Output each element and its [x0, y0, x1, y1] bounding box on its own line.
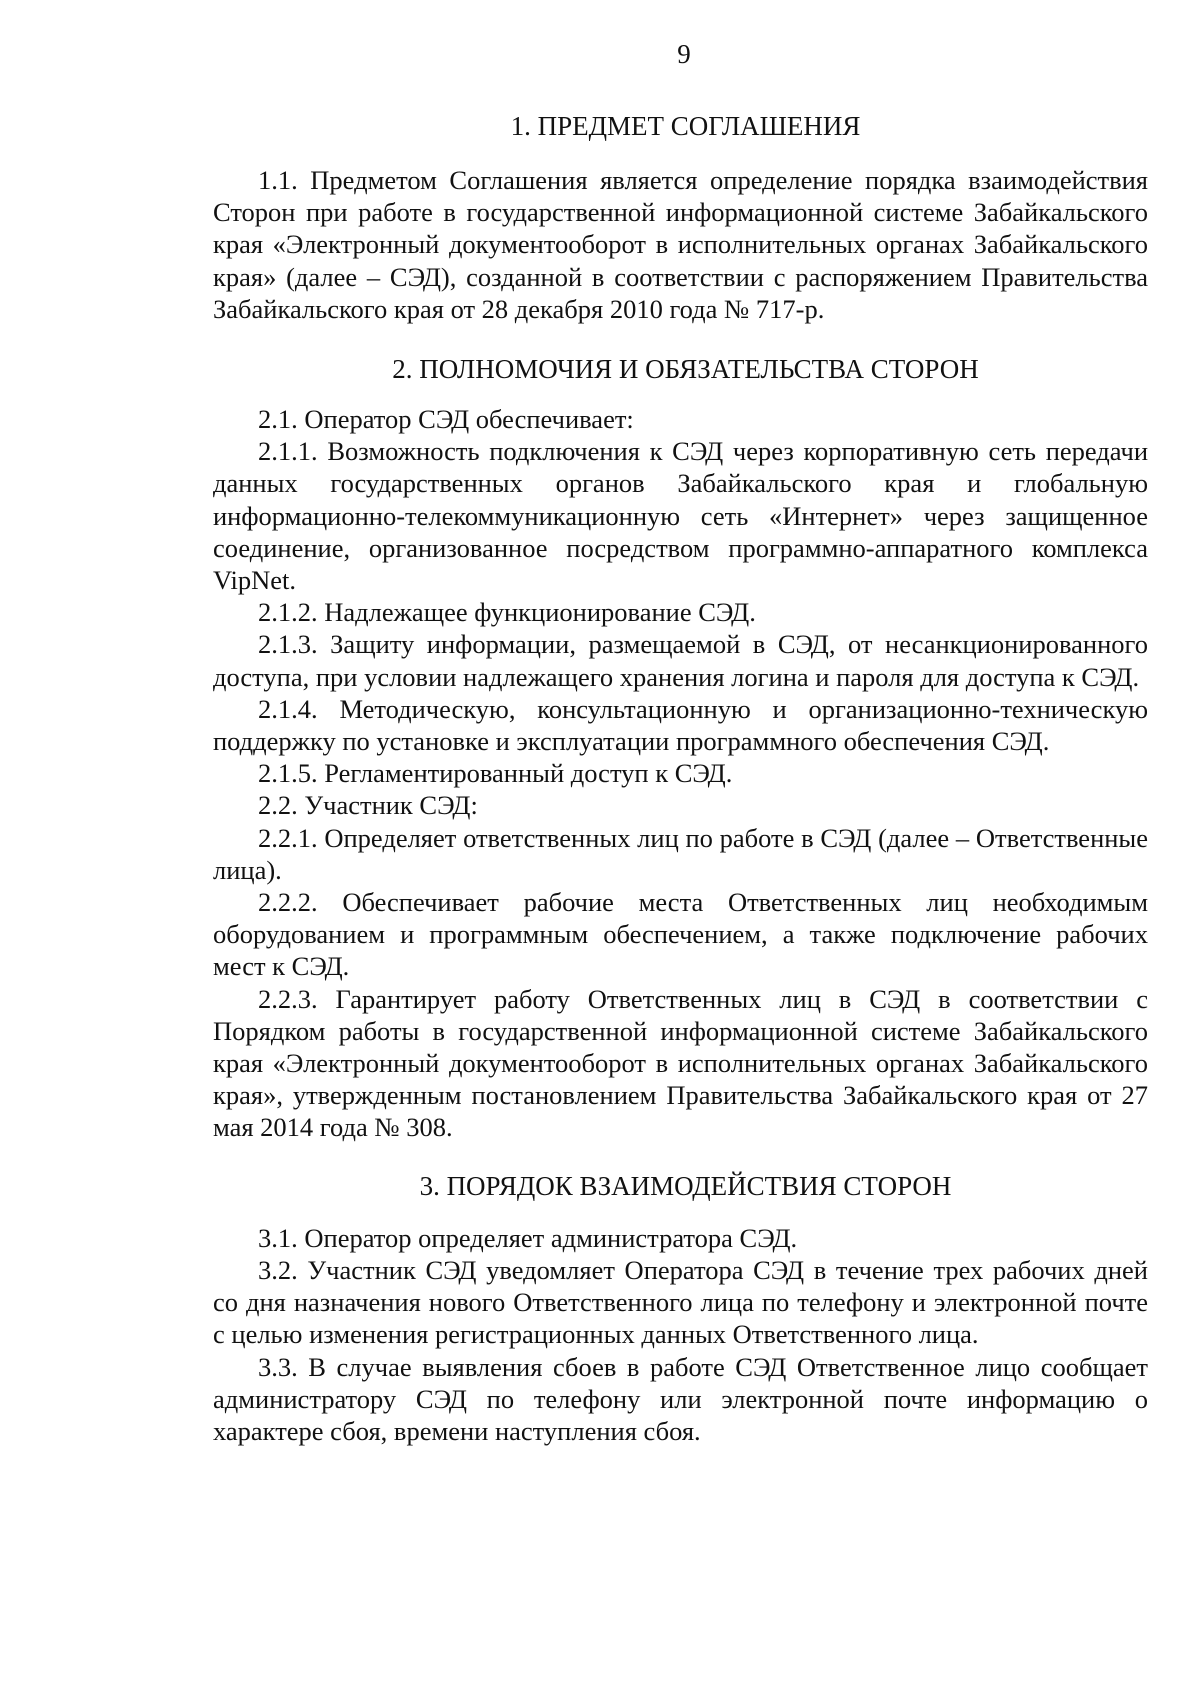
paragraph-2-1-5: 2.1.5. Регламентированный доступ к СЭД.: [258, 758, 733, 789]
paragraph-3-3: 3.3. В случае выявления сбоев в работе СЭД Ответственное лицо сообщает администратору СЭД по телефону или электронной почте информацию о характере сбоя, времени наступления сбоя.: [213, 1351, 1148, 1446]
paragraph-2-1: 2.1. Оператор СЭД обеспечивает:: [258, 404, 634, 435]
paragraph-1-1: 1.1. Предметом Соглашения является определение порядка взаимодействия Сторон при работе в государственной информационной системе Забайкальского края «Электронный документооборот в исполнительных органах Забайкальского края» (далее – СЭД), созданной в соответствии с распоряжением Правительства Забайкальского края от 28 декабря 2010 года № 717-р.: [213, 165, 1148, 324]
paragraph-2-2-3: 2.2.3. Гарантирует работу Ответственных лиц в СЭД в соответствии с Порядком работы в государственной информационной системе Забайкальского края «Электронный документооборот в исполнительных органах Забайкальского края», утвержденным постановлением Правительства Забайкальского края от 27 мая 2014 года № 308.: [213, 983, 1148, 1143]
document-body: [213, 110, 1148, 1447]
paragraph-2-1-3: 2.1.3. Защиту информации, размещаемой в СЭД, от несанкционированного доступа, при условии надлежащего хранения логина и пароля для доступа к СЭД.: [213, 629, 1148, 692]
section-1-heading: 1. ПРЕДМЕТ СОГЛАШЕНИЯ: [510, 111, 861, 141]
paragraph-2-2-1: 2.2.1. Определяет ответственных лиц по работе в СЭД (далее – Ответственные лица).: [213, 822, 1148, 885]
paragraph-3-2: 3.2. Участник СЭД уведомляет Оператора СЭД в течение трех рабочих дней со дня назначения нового Ответственного лица по телефону и электронной почте с целью изменения регистрационных данных Ответственного лица.: [213, 1254, 1148, 1350]
paragraph-2-1-4: 2.1.4. Методическую, консультационную и организационно-техническую поддержку по установке и эксплуатации программного обеспечения СЭД.: [213, 693, 1148, 757]
section-2-heading: 2. ПОЛНОМОЧИЯ И ОБЯЗАТЕЛЬСТВА СТОРОН: [392, 354, 979, 385]
section-3-heading: 3. ПОРЯДОК ВЗАИМОДЕЙСТВИЯ СТОРОН: [419, 1170, 952, 1201]
paragraph-2-2: 2.2. Участник СЭД:: [258, 790, 478, 821]
paragraph-2-1-1: 2.1.1. Возможность подключения к СЭД через корпоративную сеть передачи данных государственных органов Забайкальского края и глобальную информационно-телекоммуникационную сеть «Интернет» через защищенное соединение, организованное посредством программно-аппаратного комплекса VipNet.: [213, 436, 1148, 596]
paragraph-2-1-2: 2.1.2. Надлежащее функционирование СЭД.: [258, 597, 756, 628]
paragraph-3-1: 3.1. Оператор определяет администратора СЭД.: [258, 1222, 798, 1253]
paragraph-2-2-2: 2.2.2. Обеспечивает рабочие места Ответственных лиц необходимым оборудованием и программным обеспечением, а также подключение рабочих мест к СЭД.: [213, 887, 1148, 982]
page-number: 9: [677, 39, 691, 69]
